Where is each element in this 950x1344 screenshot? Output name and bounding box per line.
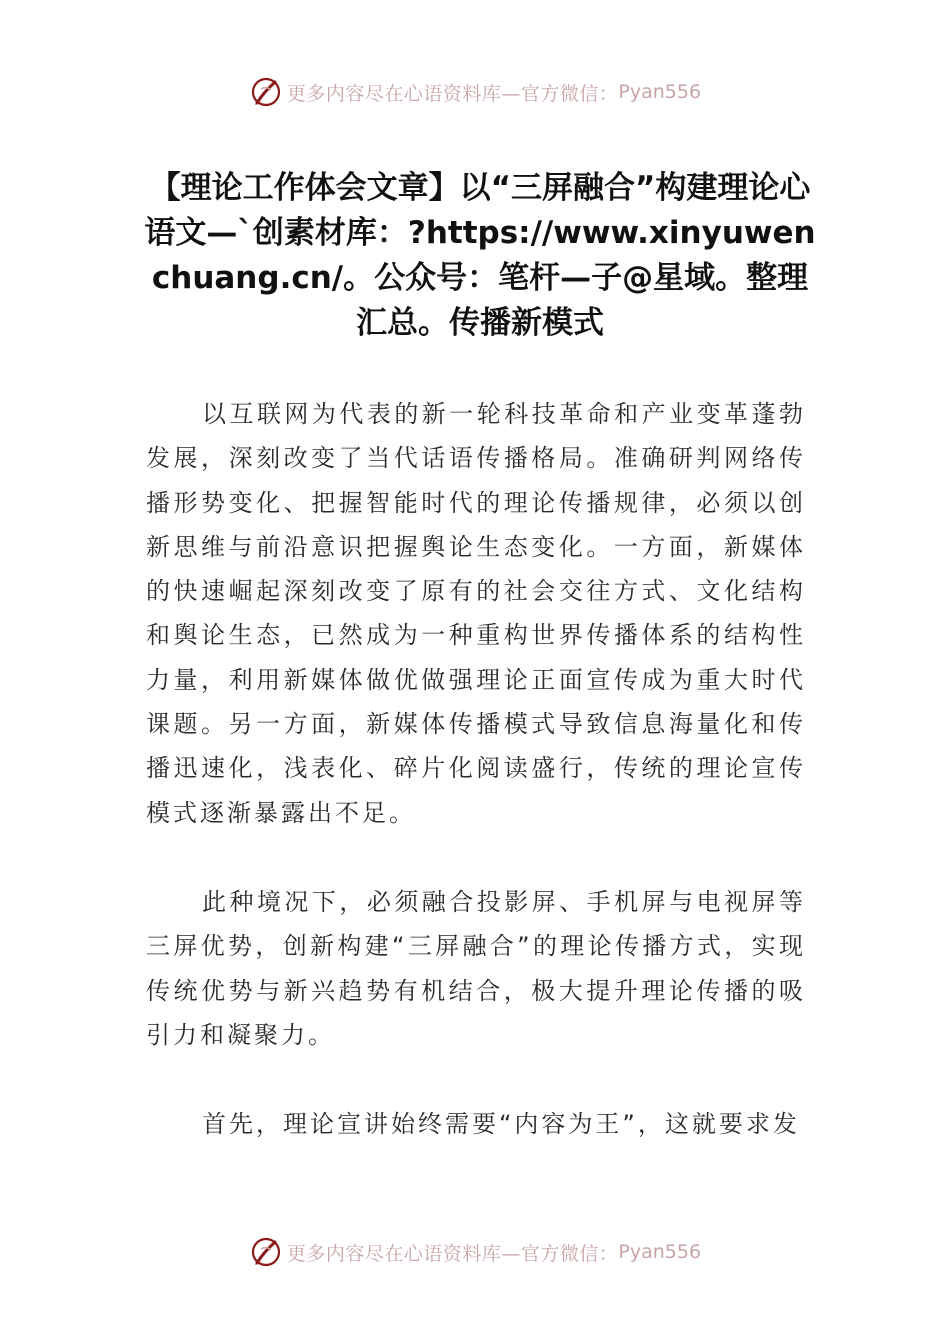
brush-pen-logo-icon [249,1235,283,1269]
paragraph: 此种境况下，必须融合投影屏、手机屏与电视屏等三屏优势，创新构建“三屏融合”的理论传播方式，实现传统优势与新兴趋势有机结合，极大提升理论传播的吸引力和凝聚力。 [146,887,806,1049]
banner-wechat-account: Pyan556 [618,1241,702,1263]
paragraph: 首先，理论宣讲始终需要“内容为王”，这就要求发 [202,1110,800,1139]
brush-pen-logo-icon [249,75,283,109]
document-body [146,392,806,1191]
paragraph: 以互联网为代表的新一轮科技革命和产业变革蓬勃发展，深刻改变了当代话语传播格局。准确研判网络传播形势变化、把握智能时代的理论传播规律，必须以创新思维与前沿意识把握舆论生态变化。一方面，新媒体的快速崛起深刻改变了原有的社会交往方式、文化结构和舆论生态，已然成为一种重构世界传播体系的结构性力量，利用新媒体做优做强理论正面宣传成为重大时代课题。另一方面，新媒体传播模式导致信息海量化和传播迅速化，浅表化、碎片化阅读盛行，传统的理论宣传模式逐渐暴露出不足。 [146,400,806,827]
banner-slogan: 更多内容尽在心语资料库—官方微信： [286,1242,619,1265]
footer-banner [0,1232,950,1272]
banner-slogan: 更多内容尽在心语资料库—官方微信： [286,82,619,105]
header-banner [0,72,950,112]
document-title: 【理论工作体会文章】以“三屏融合”构建理论心语文—`创素材库：?https://www.xinyuwenchuang.cn/。公众号：笔杆—子@星域。整理汇总。传播新模式 [144,170,816,341]
banner-wechat-account: Pyan556 [618,81,702,103]
